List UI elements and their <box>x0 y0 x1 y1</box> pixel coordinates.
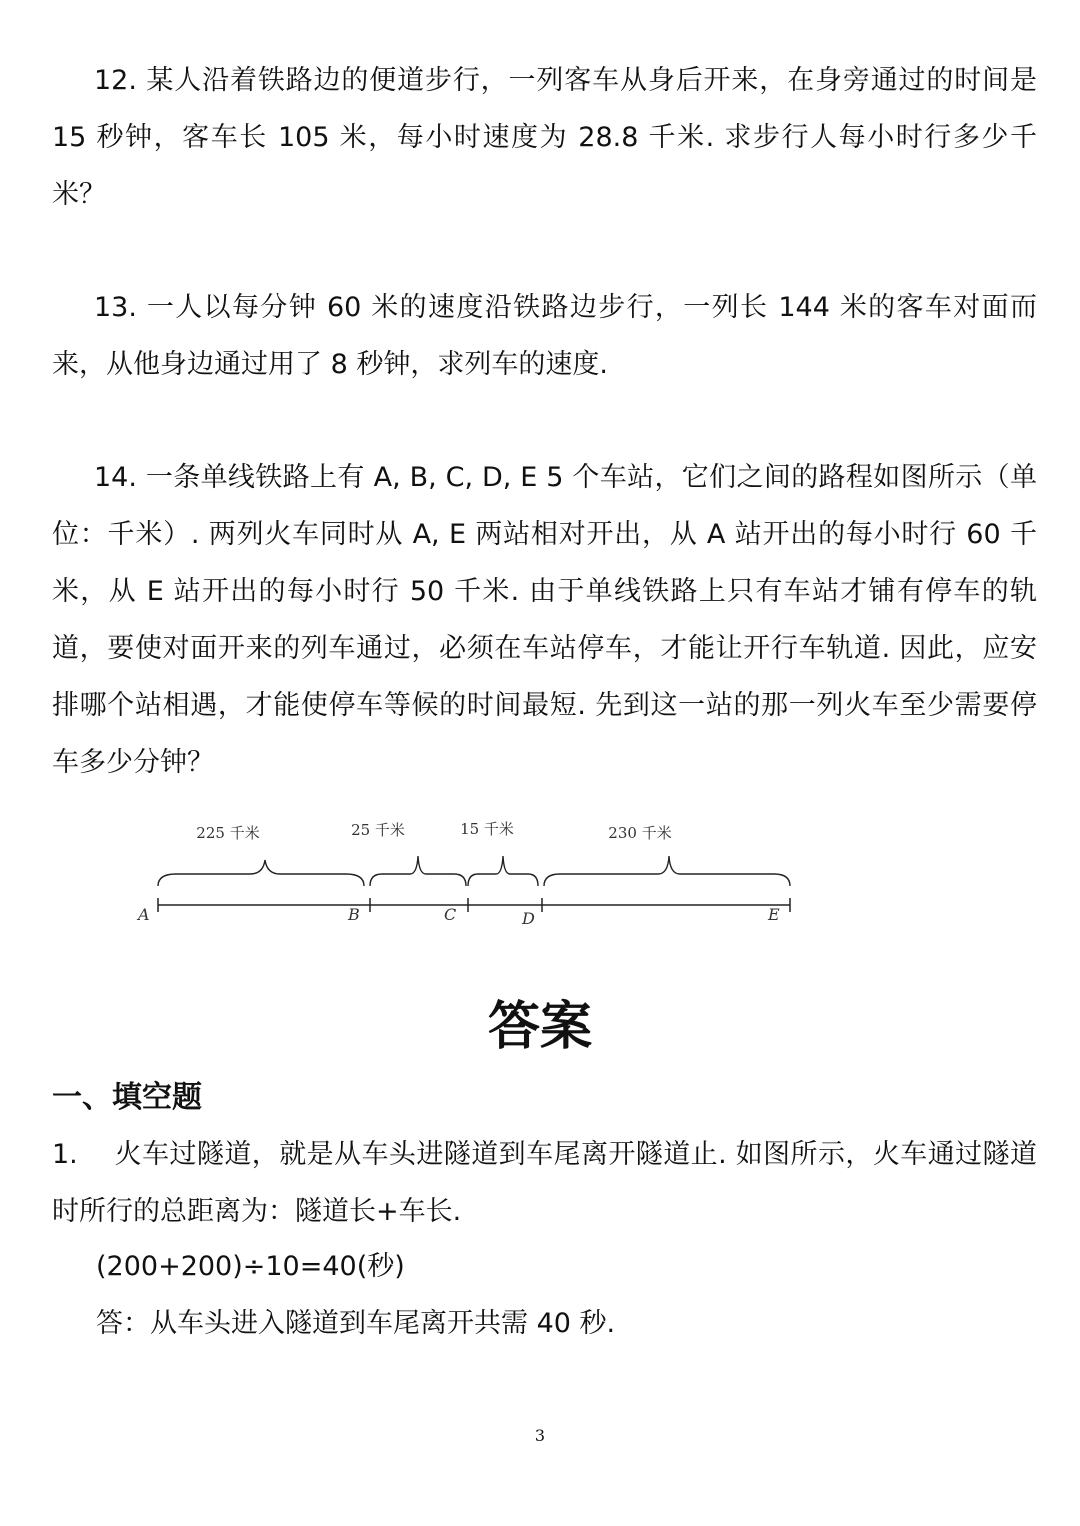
page-number: 3 <box>534 1426 546 1445</box>
section-heading: 一、填空题 <box>52 1080 202 1115</box>
question-14: 14. 一条单线铁路上有 A, B, C, D, E 5 个车站，它们之间的路程如图所示（单位：千米）. 两列火车同时从 A, E 两站相对开出，从 A 站开出的每小时行 60 千米，从 E 站开出的每小时行 50 千米. 由于单线铁路上只有车站才铺有停车的轨道，要使对面开来的列车通过，必须在车站停车，才能让开行车轨道. 因此，应安排哪个站相遇，才能使停车等候的时间最短. 先到这一站的那一列火车至少需要停车多少分钟？ <box>52 462 1037 778</box>
station-label-e: E <box>768 905 780 924</box>
station-label-c: C <box>444 905 457 924</box>
brace-cd <box>468 856 538 886</box>
railway-distance-diagram <box>120 812 820 942</box>
answer-1-result: 答：从车头进入隧道到车尾离开共需 40 秒. <box>96 1308 616 1339</box>
answer-title: 答案 <box>487 996 592 1057</box>
station-label-b: B <box>348 905 360 924</box>
brace-bc <box>370 856 466 886</box>
answer-1-explanation: 1. 火车过隧道，就是从车头进隧道到车尾离开隧道止. 如图所示，火车通过隧道时所行的总距离为：隧道长+车长. <box>52 1139 1037 1227</box>
segment-label-bc: 25 千米 <box>351 821 405 839</box>
station-label-d: D <box>522 909 535 928</box>
segment-label-ab: 225 千米 <box>196 824 260 842</box>
question-12: 12. 某人沿着铁路边的便道步行，一列客车从身后开来，在身旁通过的时间是 15 秒钟，客车长 105 米，每小时速度为 28.8 千米. 求步行人每小时行多少千米？ <box>52 65 1037 210</box>
segment-label-de: 230 千米 <box>608 824 672 842</box>
brace-de <box>544 856 790 886</box>
question-13: 13. 一人以每分钟 60 米的速度沿铁路边步行，一列长 144 米的客车对面而来，从他身边通过用了 8 秒钟，求列车的速度. <box>52 292 1037 380</box>
station-label-a: A <box>138 905 150 924</box>
segment-label-cd: 15 千米 <box>460 820 514 838</box>
brace-ab <box>158 860 364 886</box>
answer-1-calculation: (200+200)÷10=40(秒) <box>96 1251 405 1282</box>
